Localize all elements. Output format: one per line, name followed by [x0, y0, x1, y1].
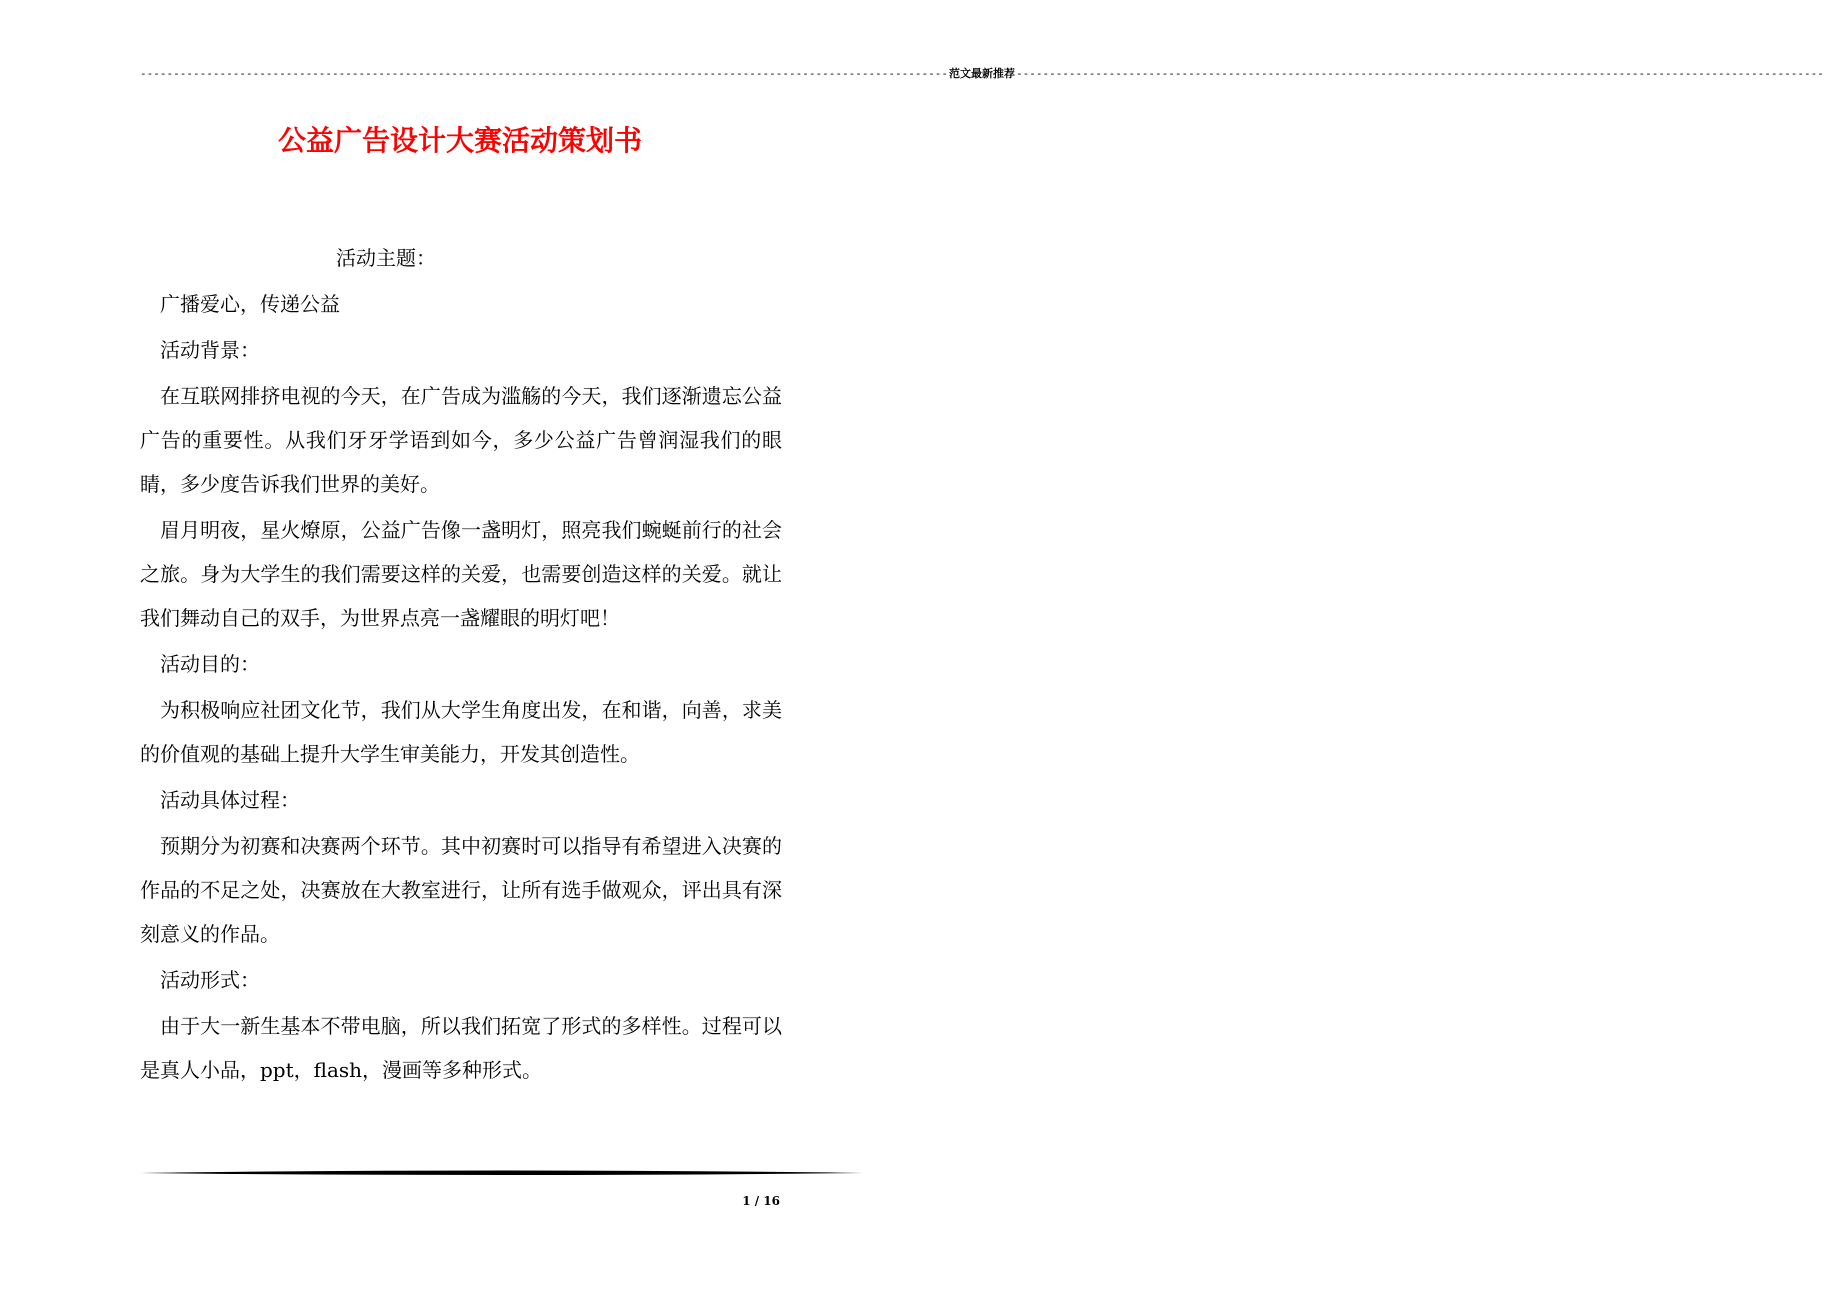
footer-rule: [140, 1168, 863, 1178]
page-number: 1 / 16: [742, 1194, 780, 1208]
paragraph-theme: 广播爱心，传递公益: [160, 292, 340, 316]
paragraph-process: 预期分为初赛和决赛两个环节。其中初赛时可以指导有希望进入决赛的作品的不足之处，决赛放在大教室进行，让所有选手做观众，评出具有深刻意义的作品。: [140, 834, 782, 946]
section-heading-background: 活动背景：: [160, 338, 260, 362]
document-title: 公益广告设计大赛活动策划书: [277, 124, 642, 157]
section-heading-process: 活动具体过程：: [160, 788, 300, 812]
page-header: [140, 66, 1824, 82]
paragraph-format: 由于大一新生基本不带电脑，所以我们拓宽了形式的多样性。过程可以是真人小品，ppt，flash，漫画等多种形式。: [140, 1014, 782, 1082]
section-heading-theme: 活动主题：: [336, 246, 436, 270]
section-heading-format: 活动形式：: [160, 968, 260, 992]
paragraph-background-2: 眉月明夜，星火燎原，公益广告像一盏明灯，照亮我们蜿蜒前行的社会之旅。身为大学生的我们需要这样的关爱，也需要创造这样的关爱。就让我们舞动自己的双手，为世界点亮一盏耀眼的明灯吧！: [140, 518, 782, 630]
paragraph-background-1: 在互联网排挤电视的今天，在广告成为滥觞的今天，我们逐渐遗忘公益广告的重要性。从我们牙牙学语到如今，多少公益广告曾润湿我们的眼睛，多少度告诉我们世界的美好。: [140, 384, 782, 496]
header-dash-left: --------------------------------------------------------------------------------------------------------------------------: [140, 67, 948, 80]
header-dash-right: --------------------------------------------------------------------------------------------------------------------------: [1015, 67, 1824, 80]
document-body: [140, 236, 782, 1094]
section-heading-purpose: 活动目的：: [160, 652, 260, 676]
paragraph-purpose: 为积极响应社团文化节，我们从大学生角度出发，在和谐，向善，求美的价值观的基础上提升大学生审美能力，开发其创造性。: [140, 698, 782, 766]
header-text: 范文最新推荐: [948, 67, 1015, 80]
